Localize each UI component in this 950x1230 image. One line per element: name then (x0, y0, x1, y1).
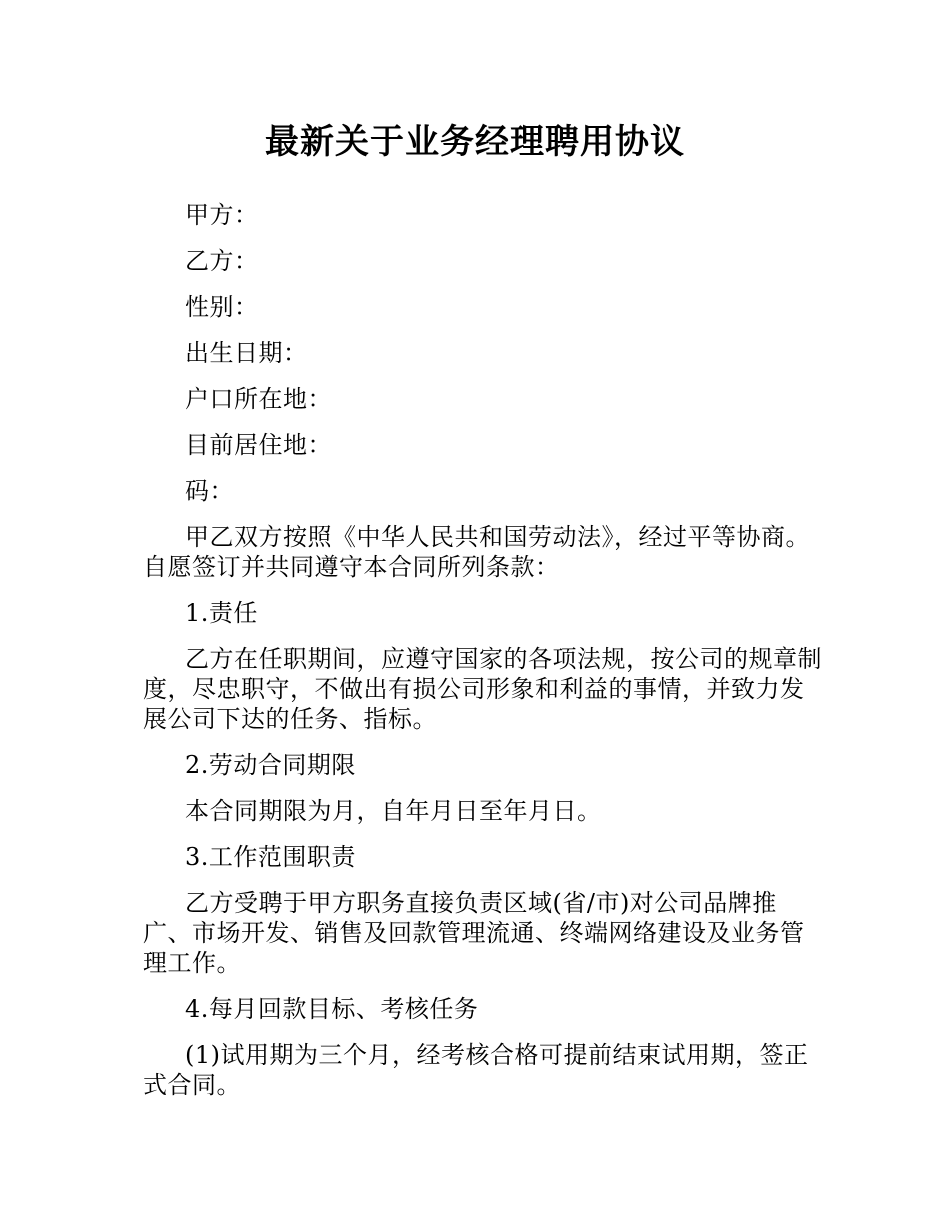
document-title: 最新关于业务经理聘用协议 (265, 122, 685, 162)
section-4-item-1: (1)试用期为三个月，经考核合格可提前结束试用期，签正式合同。 (143, 1041, 809, 1099)
party-b-line: 乙方： (185, 247, 259, 275)
section-1-paragraph: 乙方在任职期间，应遵守国家的各项法规，按公司的规章制度，尽忠职守，不做出有损公司形象和利益的事情，并致力发展公司下达的任务、指标。 (143, 645, 822, 733)
section-2-heading: 2.劳动合同期限 (185, 751, 356, 779)
document-body (143, 200, 823, 1116)
birth-date-line: 出生日期： (185, 339, 308, 367)
gender-line: 性别： (185, 293, 259, 321)
household-registration-line: 户口所在地： (185, 385, 332, 413)
section-2-paragraph: 本合同期限为月，自年月日至年月日。 (185, 797, 602, 825)
code-line: 码： (185, 477, 234, 505)
section-3-heading: 3.工作范围职责 (185, 843, 356, 871)
section-3-paragraph: 乙方受聘于甲方职务直接负责区域(省/市)对公司品牌推广、市场开发、销售及回款管理流通、终端网络建设及业务管理工作。 (143, 889, 805, 977)
section-4-heading: 4.每月回款目标、考核任务 (185, 995, 479, 1023)
agreement-intro-paragraph: 甲乙双方按照《中华人民共和国劳动法》，经过平等协商。自愿签订并共同遵守本合同所列条款： (143, 523, 810, 581)
section-1-heading: 1.责任 (185, 599, 258, 627)
current-residence-line: 目前居住地： (185, 431, 332, 459)
party-a-line: 甲方： (185, 201, 259, 229)
